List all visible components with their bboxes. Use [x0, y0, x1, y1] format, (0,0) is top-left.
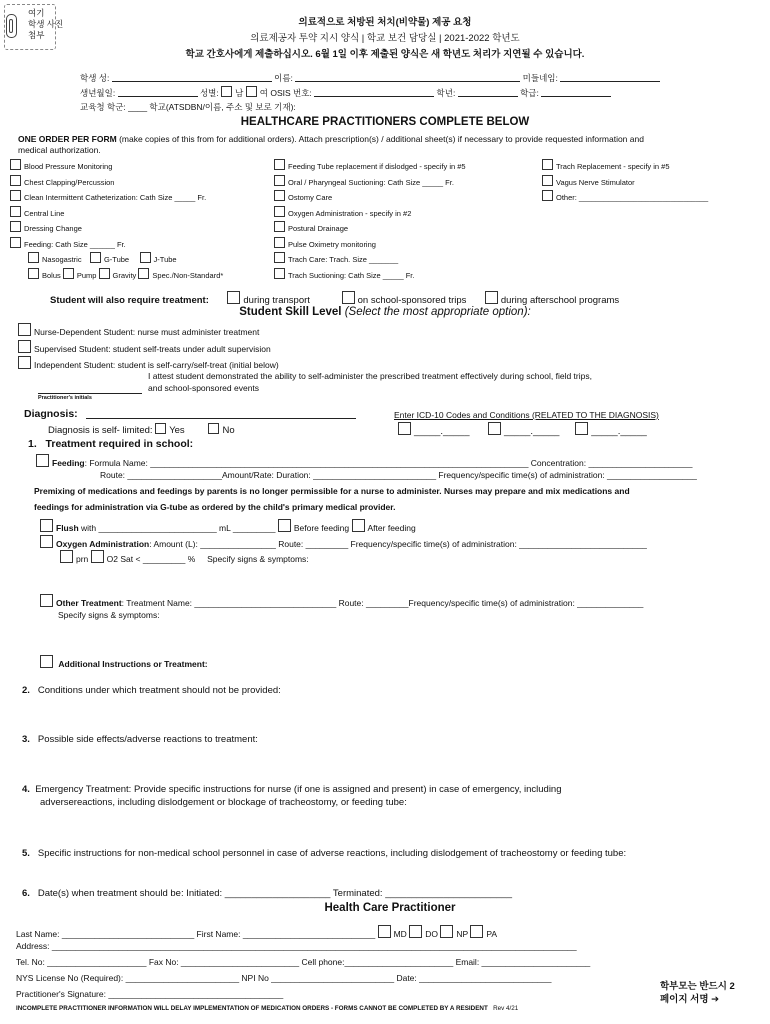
- treatment-item: [274, 175, 466, 191]
- icd-label: Enter ICD-10 Codes and Conditions (RELATED TO THE DIAGNOSIS): [394, 410, 659, 420]
- jtube-checkbox[interactable]: [140, 252, 151, 263]
- spec-checkbox[interactable]: [138, 268, 149, 279]
- self-limited-row: [48, 423, 235, 436]
- no-checkbox[interactable]: [208, 423, 219, 434]
- icd-field: _____._____: [503, 426, 560, 437]
- treatment-item: [10, 237, 223, 253]
- other-treatment-bold: Other Treatment: [56, 598, 122, 608]
- one-order-bold: ONE ORDER PER FORM: [18, 134, 117, 144]
- treatment-label: Oxygen Administration - specify in #2: [288, 208, 412, 218]
- feeding-rest: : Formula Name: ________________________________________________________________________________ Concentration: ______________________: [84, 458, 693, 468]
- one-order-line2: medical authorization.: [18, 145, 101, 155]
- treatment-checkbox[interactable]: [10, 190, 21, 201]
- treatment-checkbox[interactable]: [274, 206, 285, 217]
- attest-line2: and school-sponsored events: [148, 383, 260, 393]
- treatment-label: Vagus Nerve Stimulator: [556, 177, 635, 187]
- treatment-label: Other: _______________________________: [556, 193, 709, 202]
- treatment-item: [274, 159, 466, 175]
- pa-label: PA: [486, 929, 498, 939]
- np-label: NP: [456, 929, 468, 939]
- skill-label: Nurse-Dependent Student: nurse must administer treatment: [34, 327, 260, 337]
- other-treatment-checkbox[interactable]: [40, 594, 53, 607]
- district-row: 교육청 학군: ____ 학교(ATSDBN/이름, 주소 및 보로 기재):: [80, 102, 296, 112]
- treatment-checkbox[interactable]: [542, 175, 553, 186]
- class-label: 학급:: [520, 88, 539, 98]
- treatment-item: [542, 175, 708, 191]
- icd-field: _____._____: [414, 426, 470, 437]
- gravity-checkbox[interactable]: [99, 268, 110, 279]
- skill-checkbox[interactable]: [18, 356, 31, 369]
- skill-options: [18, 323, 279, 373]
- first-name-field[interactable]: [295, 71, 520, 82]
- prn-checkbox[interactable]: [60, 550, 73, 563]
- prn-row: [60, 550, 309, 564]
- footer-text: INCOMPLETE PRACTITIONER INFORMATION WILL DELAY IMPLEMENTATION OF MEDICATION ORDERS - FORMS CANNOT BE COMPLETED BY A RESIDENT: [16, 1005, 488, 1012]
- before-feeding-checkbox[interactable]: [278, 519, 291, 532]
- gravity-label: Gravity: [112, 270, 137, 280]
- treatment-label: Feeding: Cath Size ______ Fr.: [24, 239, 126, 249]
- item-number: 5.: [22, 848, 30, 859]
- treatment-item: [10, 206, 223, 222]
- jtube-label: J-Tube: [153, 255, 177, 264]
- item-4: [22, 784, 562, 795]
- prn-label: prn: [76, 554, 89, 564]
- feeding-sub1: [10, 252, 223, 268]
- item-number: 2.: [22, 685, 30, 696]
- treatment-label: Chest Clapping/Percussion: [24, 177, 115, 187]
- icd-checkbox[interactable]: [398, 422, 411, 435]
- before-feeding-label: Before feeding: [293, 523, 350, 533]
- item-number: 3.: [22, 734, 30, 745]
- last-name-label: 학생 성:: [80, 73, 110, 83]
- hp-title: HEALTHCARE PRACTITIONERS COMPLETE BELOW: [240, 116, 530, 128]
- treatment-item: [10, 190, 223, 206]
- np-checkbox[interactable]: [440, 925, 453, 938]
- item-number: 4.: [22, 784, 30, 795]
- treatments-col2: [274, 159, 466, 283]
- item-2: [22, 685, 281, 696]
- afterschool-checkbox[interactable]: [485, 291, 498, 304]
- treatment-label: Feeding Tube replacement if dislodged - specify in #5: [288, 162, 466, 171]
- no-label: No: [222, 425, 235, 436]
- item-5: [22, 848, 626, 859]
- item-6: [22, 888, 512, 899]
- initials-line[interactable]: [38, 393, 142, 394]
- treatment-checkbox[interactable]: [10, 206, 21, 217]
- photo-line-1: 여기: [28, 8, 45, 18]
- treatment-item: [10, 159, 223, 175]
- treatment-checkbox[interactable]: [274, 221, 285, 232]
- treatment-item: [542, 190, 708, 206]
- treatment-checkbox[interactable]: [274, 159, 285, 170]
- treatment-label: Trach Suctioning: Cath Size _____ Fr.: [288, 270, 415, 280]
- after-feeding-checkbox[interactable]: [352, 519, 365, 532]
- self-limited-label: Diagnosis is self- limited:: [48, 425, 153, 436]
- hcp-signature: Practitioner's Signature: _____________________________________: [16, 989, 284, 999]
- treatment-label: Trach Replacement - specify in #5: [556, 162, 670, 171]
- treatment-checkbox[interactable]: [542, 159, 553, 170]
- diagnosis-label: Diagnosis:: [24, 408, 78, 420]
- treatment-checkbox[interactable]: [10, 159, 21, 170]
- attest-line1: I attest student demonstrated the ability to self-administer the prescribed treatment effectively during school, field trips,: [148, 371, 592, 381]
- hcp-address: Address: _______________________________________________________________________________________________________________: [16, 941, 577, 951]
- treatment-item: [274, 237, 466, 253]
- flush-bold: Flush: [56, 523, 79, 533]
- treatment-checkbox[interactable]: [274, 190, 285, 201]
- item-text: Conditions under which treatment should not be provided:: [37, 685, 281, 696]
- one-order-line1: [18, 134, 644, 144]
- yes-label: Yes: [169, 425, 185, 436]
- one-order-rest: (make copies of this from for additional orders). Attach prescription(s) / additional sheet(s) if necessary to provide requested information and: [116, 134, 644, 144]
- osis-field[interactable]: [314, 86, 434, 97]
- section1-number: 1.: [28, 438, 37, 450]
- treatment-label: Clean Intermittent Catheterization: Cath Size _____ Fr.: [24, 193, 207, 202]
- item-text: Emergency Treatment: Provide specific instructions for nurse (if one is assigned and present) in case of emergency, including: [35, 784, 562, 795]
- treatment-item: [274, 252, 466, 268]
- feeding-row: [36, 454, 692, 468]
- class-field[interactable]: [541, 86, 611, 97]
- skill-label: Independent Student: student is self-carry/self-treat (initial below): [34, 360, 279, 370]
- do-label: DO: [425, 929, 438, 939]
- transport-label: during transport: [243, 295, 310, 306]
- last-name-field[interactable]: [112, 71, 272, 82]
- treatment-item: [10, 175, 223, 191]
- gtube-label: G-Tube: [103, 255, 130, 264]
- treatment-checkbox[interactable]: [274, 252, 285, 263]
- item-text: Date(s) when treatment should be: Initiated: ____________________ Terminated: ________________________: [37, 888, 513, 899]
- treatment-checkbox[interactable]: [10, 221, 21, 232]
- afterschool-label: during afterschool programs: [500, 295, 620, 306]
- parent-sign-line1: 학부모는 반드시 2: [660, 981, 735, 992]
- transport-checkbox[interactable]: [227, 291, 240, 304]
- icd-row: [398, 422, 647, 437]
- bolus-checkbox[interactable]: [28, 268, 39, 279]
- feeding-bold: Feeding: [52, 458, 85, 468]
- treatments-col3: [542, 159, 708, 206]
- revision-label: Rev 4/21: [493, 1005, 519, 1012]
- skill-option: [18, 323, 279, 340]
- student-name-row: [80, 71, 660, 84]
- treatment-label: Pulse Oximetry monitoring: [288, 239, 376, 249]
- treatment-label: Oral / Pharyngeal Suctioning: Cath Size _____ Fr.: [288, 177, 454, 187]
- treatment-checkbox[interactable]: [10, 175, 21, 186]
- treatment-item: [10, 221, 223, 237]
- route-row: Route: ____________________Amount/Rate: Duration: __________________________ Frequency/specific time(s) of administration: ___________________: [100, 470, 697, 480]
- trips-checkbox[interactable]: [342, 291, 355, 304]
- nasogastric-label: Nasogastric: [42, 255, 82, 264]
- signs-label: Specify signs & symptoms:: [207, 554, 309, 564]
- oxygen-rest: : Amount (L): ________________ Route: _________ Frequency/specific time(s) of administration: ___________________________: [149, 539, 647, 549]
- female-label: 여: [259, 88, 268, 98]
- treatments-col1: [10, 159, 223, 283]
- treatment-item: [274, 206, 466, 222]
- oxygen-checkbox[interactable]: [40, 535, 53, 548]
- skill-checkbox[interactable]: [18, 340, 31, 353]
- hcp-name-row: [16, 925, 497, 939]
- grade-field[interactable]: [458, 86, 518, 97]
- treatment-label: Dressing Change: [24, 224, 82, 233]
- osis-label: OSIS 번호:: [270, 88, 312, 98]
- section1-label: Treatment required in school:: [45, 438, 194, 450]
- other-signs-label: Specify signs & symptoms:: [58, 610, 160, 620]
- hcp-tel: Tel. No: _____________________ Fax No: _________________________ Cell phone:_______________________ Email: _______________________: [16, 957, 591, 967]
- other-treatment-row: [40, 594, 643, 608]
- oxygen-row: [40, 535, 647, 549]
- feeding-checkbox[interactable]: [36, 454, 49, 467]
- yes-checkbox[interactable]: [155, 423, 166, 434]
- item-number: 6.: [22, 888, 30, 899]
- icd-checkbox[interactable]: [488, 422, 501, 435]
- bolus-label: Bolus: [42, 270, 61, 280]
- treatment-label: Trach Care: Trach. Size _______: [288, 255, 399, 264]
- skill-title: [0, 306, 770, 318]
- pa-checkbox[interactable]: [470, 925, 483, 938]
- other-treatment-rest: : Treatment Name: ______________________________ Route: _________Frequency/specific time(s) of administration: ______________: [121, 598, 644, 608]
- also-require-label: Student will also require treatment:: [50, 295, 209, 306]
- skill-label: Supervised Student: student self-treats under adult supervision: [34, 343, 271, 354]
- photo-line-3: 첨부: [28, 30, 45, 40]
- title-3: 학교 간호사에게 제출하십시오. 6월 1일 이후 제출된 양식은 새 학년도 처리가 지연될 수 있습니다.: [185, 49, 585, 60]
- sex-label: 성별:: [199, 88, 219, 98]
- treatment-item: [274, 190, 466, 206]
- skill-option: [18, 340, 279, 357]
- feeding-sub2: [10, 268, 223, 284]
- treatment-item: [274, 268, 466, 284]
- icd-checkbox[interactable]: [575, 422, 588, 435]
- section1-title: [28, 438, 193, 450]
- parent-sign-note: [660, 980, 735, 1006]
- parent-sign-line2: 페이지 서명 ➔: [660, 994, 720, 1005]
- item-4-line2: adversereactions, including dislodgement or blockage of tracheostomy, or feeding tube:: [40, 797, 407, 808]
- pump-checkbox[interactable]: [63, 268, 74, 279]
- item-3: [22, 734, 258, 745]
- title-2: 의료제공자 투약 지시 양식 | 학교 보건 담당실 | 2021-2022 학년도: [250, 33, 520, 44]
- treatment-checkbox[interactable]: [10, 237, 21, 248]
- treatment-checkbox[interactable]: [274, 175, 285, 186]
- additional-row: [40, 655, 208, 669]
- item-text: Possible side effects/adverse reactions to treatment:: [37, 734, 258, 745]
- after-feeding-label: After feeding: [367, 523, 416, 533]
- premix-line2: feedings for administration via G-tube as ordered by the child's primary medical provider.: [34, 502, 396, 512]
- middle-name-field[interactable]: [560, 71, 660, 82]
- treatment-label: Ostomy Care: [288, 193, 333, 202]
- male-checkbox[interactable]: [221, 86, 232, 97]
- dob-field[interactable]: [118, 86, 198, 97]
- grade-label: 학년:: [436, 88, 456, 98]
- treatment-label: Postural Drainage: [288, 224, 349, 233]
- hcp-name-fields: Last Name: ____________________________ First Name: ____________________________: [16, 929, 376, 939]
- trips-label: on school-sponsored trips: [357, 295, 467, 306]
- item-text: Specific instructions for non-medical school personnel in case of adverse reactions, including dislodgement of tracheostomy or feeding tube:: [37, 848, 627, 859]
- initials-label: Practitioner's initials: [38, 395, 92, 401]
- additional-checkbox[interactable]: [40, 655, 53, 668]
- treatment-item: [274, 221, 466, 237]
- female-checkbox[interactable]: [246, 86, 257, 97]
- md-label: MD: [393, 929, 407, 939]
- flush-checkbox[interactable]: [40, 519, 53, 532]
- treatment-checkbox[interactable]: [274, 268, 285, 279]
- flush-rest: with _________________________ mL _________: [78, 523, 276, 533]
- footer-notice: [16, 1005, 518, 1012]
- first-name-label: 이름:: [274, 73, 293, 83]
- treatment-checkbox[interactable]: [274, 237, 285, 248]
- male-label: 남: [235, 88, 244, 98]
- treatment-checkbox[interactable]: [542, 190, 553, 201]
- middle-name-label: 미들네임:: [522, 73, 558, 83]
- treatment-label: Central Line: [24, 208, 65, 218]
- md-checkbox[interactable]: [378, 925, 391, 938]
- o2-checkbox[interactable]: [91, 550, 104, 563]
- premix-line1: Premixing of medications and feedings by parents is no longer permissible for a nurse to administer. Nurses may prepare and mix medications and: [34, 486, 630, 496]
- photo-line-2: 학생 사진: [28, 19, 64, 29]
- dob-label: 생년월일:: [80, 88, 116, 98]
- hcp-title: Health Care Practitioner: [324, 902, 456, 914]
- skill-title-bold: Student Skill Level: [239, 306, 342, 318]
- title-1: 의료적으로 처방된 처치(비약물) 제공 요청: [298, 17, 472, 28]
- skill-checkbox[interactable]: [18, 323, 31, 336]
- flush-row: [40, 519, 416, 533]
- also-require-row: [50, 291, 619, 306]
- gtube-checkbox[interactable]: [90, 252, 101, 263]
- pump-label: Pump: [76, 270, 97, 280]
- oxygen-bold: Oxygen Administration: [56, 539, 150, 549]
- icd-field: _____._____: [591, 426, 647, 437]
- diagnosis-field[interactable]: [86, 418, 356, 419]
- skill-subtitle: (Select the most appropriate option):: [344, 306, 531, 318]
- student-dob-row: [80, 86, 611, 99]
- additional-label: Additional Instructions or Treatment:: [58, 659, 208, 669]
- hcp-license: NYS License No (Required): ________________________ NPI No __________________________ Date: ____________________________: [16, 973, 552, 983]
- treatment-item: [542, 159, 708, 175]
- nasogastric-checkbox[interactable]: [28, 252, 39, 263]
- treatment-label: Blood Pressure Monitoring: [24, 162, 113, 171]
- o2-label: O2 Sat < _________ %: [106, 554, 196, 564]
- do-checkbox[interactable]: [409, 925, 422, 938]
- spec-label: Spec./Non-Standard*: [152, 270, 224, 280]
